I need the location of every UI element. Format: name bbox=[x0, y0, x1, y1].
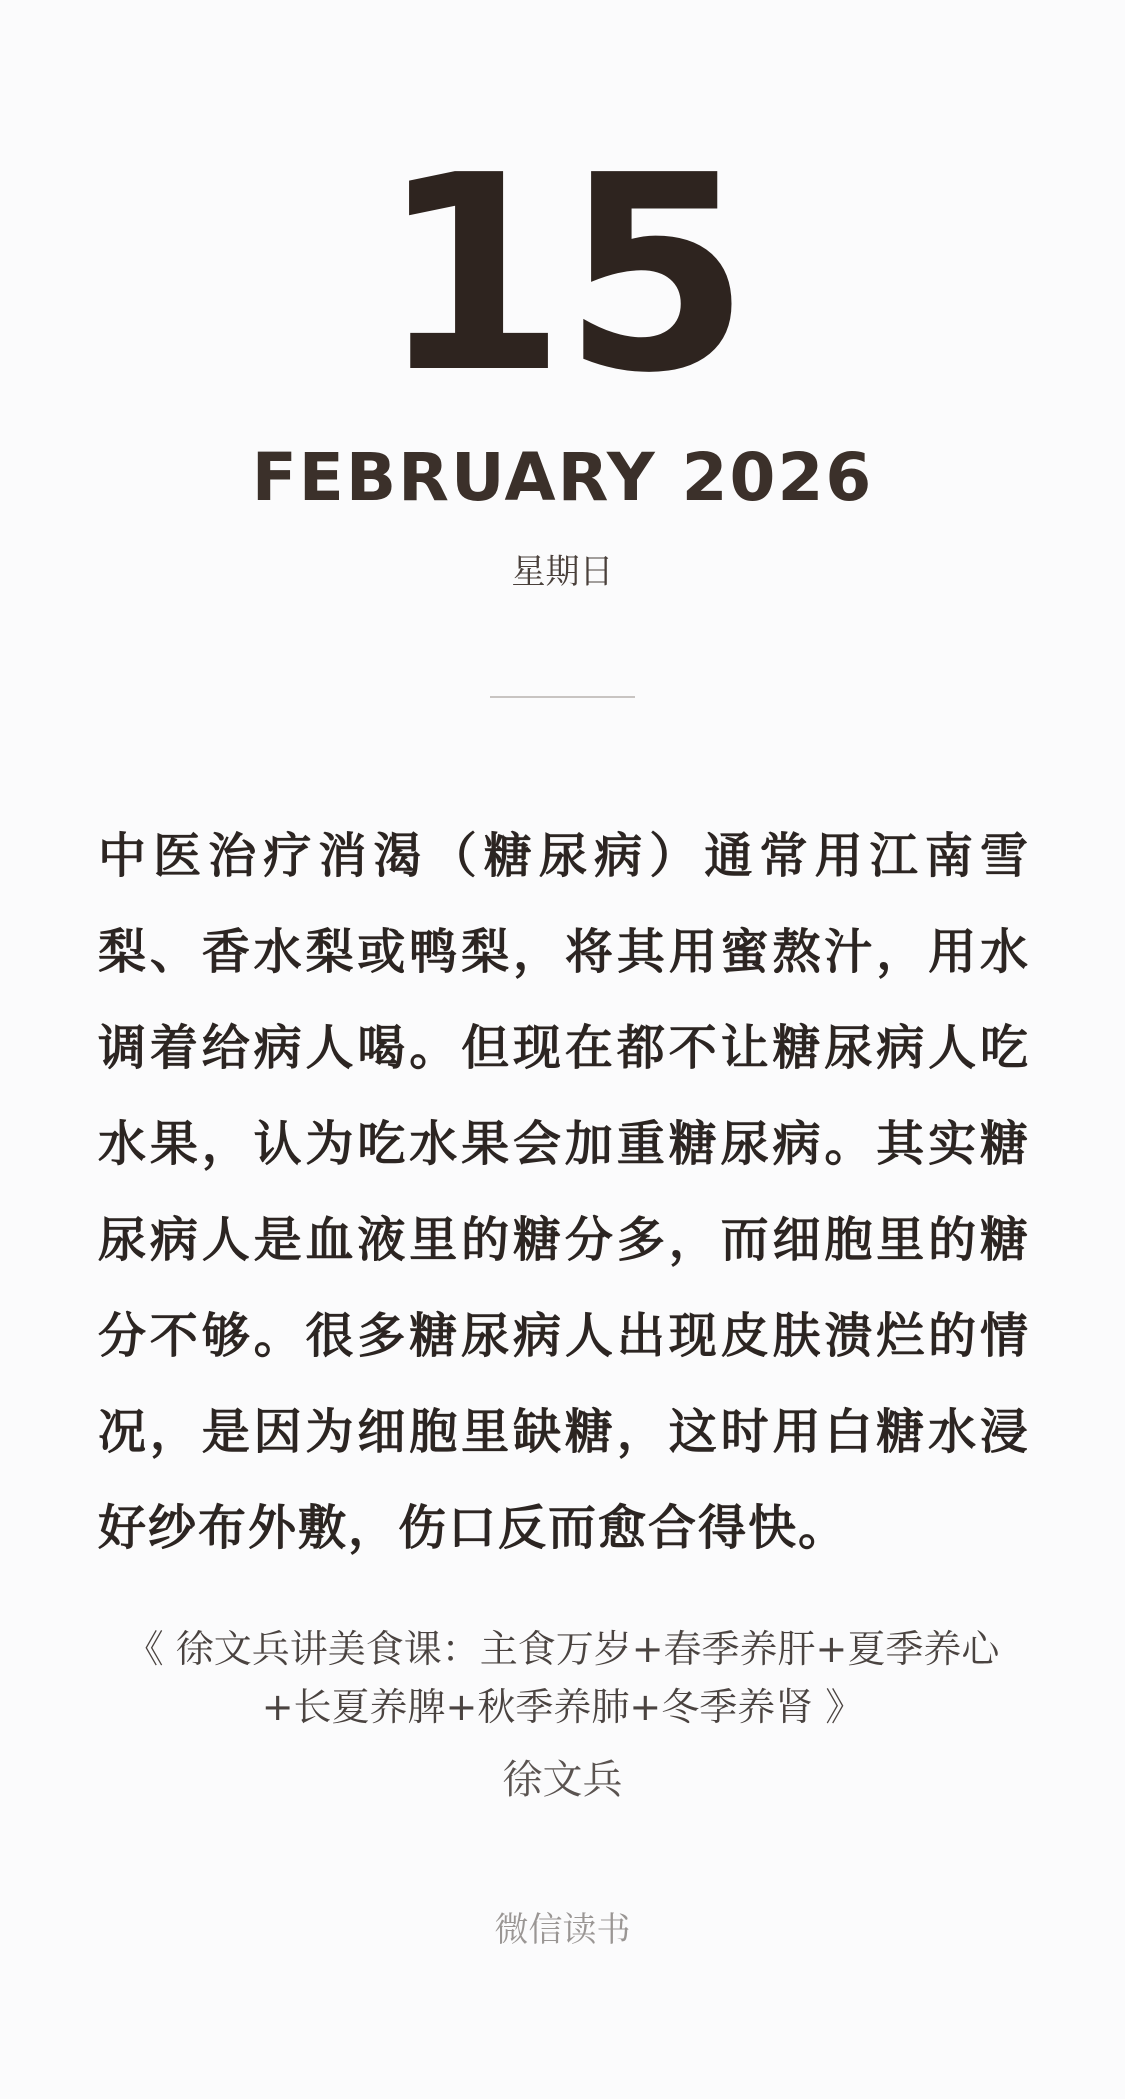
day-number: 15 bbox=[378, 117, 747, 432]
month-year: FEBRUARY 2026 bbox=[251, 439, 874, 516]
book-title: 《 徐文兵讲美食课：主食万岁+春季养肝+夏季养心+长夏养脾+秋季养肺+冬季养肾 》 bbox=[125, 1627, 1000, 1729]
book-quote: 中医治疗消渴（糖尿病）通常用江南雪梨、香水梨或鸭梨，将其用蜜熬汁，用水调着给病人喝。但现在都不让糖尿病人吃水果，认为吃水果会加重糖尿病。其实糖尿病人是血液里的糖分多，而细胞里的糖分不够。很多糖尿病人出现皮肤溃烂的情况，是因为细胞里缺糖，这时用白糖水浸好纱布外敷，伤口反而愈合得快。 bbox=[98, 828, 1030, 1556]
book-author: 徐文兵 bbox=[502, 1757, 623, 1803]
divider-line bbox=[490, 696, 635, 698]
weekday-label: 星期日 bbox=[511, 552, 614, 592]
app-source-label: 微信读书 bbox=[494, 1910, 631, 1950]
